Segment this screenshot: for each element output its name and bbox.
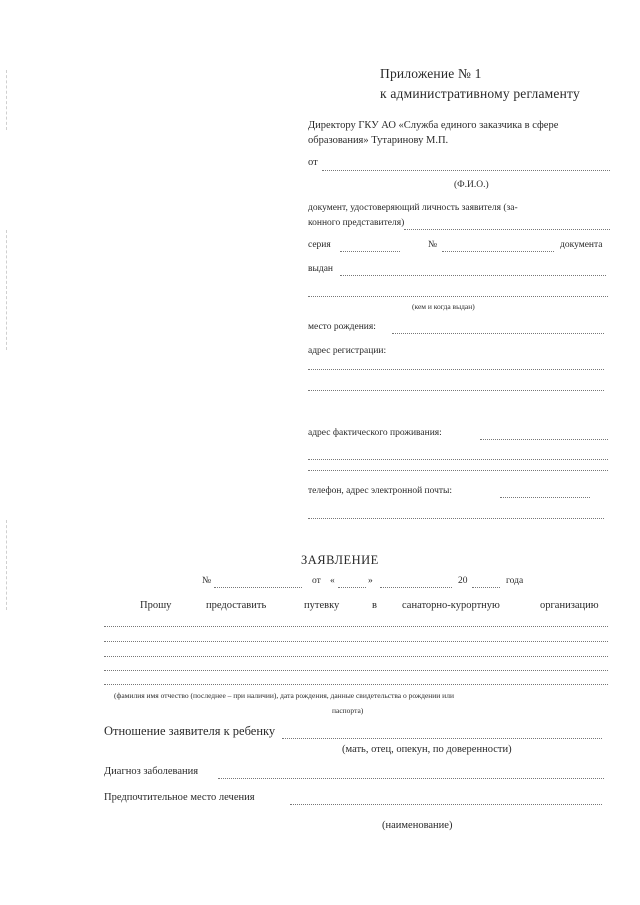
request-word: в — [372, 600, 377, 611]
actual-address-label: адрес фактического проживания: — [308, 428, 442, 438]
contact-field-2[interactable] — [308, 518, 604, 519]
child-details-field-5[interactable] — [104, 684, 608, 685]
registration-label: адрес регистрации: — [308, 346, 387, 356]
issued-by-field[interactable] — [340, 275, 606, 276]
birthplace-field[interactable] — [392, 333, 604, 334]
relation-label: Отношение заявителя к ребенку — [104, 724, 276, 738]
child-hint-line-1: (фамилия имя отчество (последнее – при наличии), дата рождения, данные свидетельства о рождении или — [114, 691, 454, 700]
birthplace-label: место рождения: — [308, 322, 376, 332]
request-word: Прошу — [140, 600, 172, 611]
actual-address-field-3[interactable] — [308, 470, 608, 471]
registration-field-2[interactable] — [308, 390, 604, 391]
statement-number-field[interactable] — [214, 587, 302, 588]
document-label: документа — [560, 240, 603, 250]
year-prefix: 20 — [458, 576, 468, 586]
quote-close: » — [368, 576, 373, 586]
request-word: предоставить — [206, 600, 267, 611]
from-name-field[interactable] — [322, 170, 610, 171]
from-hint: (Ф.И.О.) — [454, 180, 489, 190]
scan-edge-mark — [6, 230, 7, 350]
statement-number-sign: № — [202, 576, 212, 586]
relation-field[interactable] — [282, 738, 602, 739]
statement-title: ЗАЯВЛЕНИЕ — [301, 553, 379, 567]
document-line-1: документ, удостоверяющий личность заявителя (за- — [308, 203, 518, 213]
quote-open: « — [330, 576, 335, 586]
diagnosis-field[interactable] — [218, 778, 604, 779]
relation-hint: (мать, отец, опекун, по доверенности) — [342, 744, 512, 755]
appendix-title: Приложение № 1 — [380, 66, 482, 81]
actual-address-field-2[interactable] — [308, 459, 608, 460]
from-label: от — [308, 157, 318, 168]
child-details-field-2[interactable] — [104, 641, 608, 642]
month-field[interactable] — [380, 587, 452, 588]
document-line-2: конного представителя) — [308, 218, 405, 228]
request-word: организацию — [540, 600, 599, 611]
document-number-field[interactable] — [442, 251, 554, 252]
year-field[interactable] — [472, 587, 500, 588]
child-details-field-1[interactable] — [104, 626, 608, 627]
addressee-line-2: образования» Тутаринову М.П. — [308, 135, 449, 146]
year-word: года — [506, 576, 524, 586]
document-type-field[interactable] — [404, 229, 610, 230]
issued-label: выдан — [308, 264, 334, 274]
diagnosis-label: Диагноз заболевания — [104, 766, 199, 777]
actual-address-field-1[interactable] — [480, 439, 608, 440]
request-word: санаторно-курортную — [402, 600, 500, 611]
issued-hint: (кем и когда выдан) — [412, 302, 475, 311]
scan-edge-mark — [6, 70, 7, 130]
preferred-place-hint: (наименование) — [382, 820, 453, 831]
series-label: серия — [308, 240, 331, 250]
contact-field-1[interactable] — [500, 497, 590, 498]
addressee-line-1: Директору ГКУ АО «Служба единого заказчика в сфере — [308, 120, 559, 131]
child-details-field-3[interactable] — [104, 656, 608, 657]
number-label: № — [428, 240, 438, 250]
request-word: путевку — [304, 600, 340, 611]
day-field[interactable] — [338, 587, 366, 588]
registration-field-1[interactable] — [308, 369, 604, 370]
statement-from-word: от — [312, 576, 321, 586]
preferred-place-label: Предпочтительное место лечения — [104, 792, 255, 803]
child-hint-line-2: паспорта) — [332, 706, 364, 715]
preferred-place-field[interactable] — [290, 804, 602, 805]
scan-edge-mark — [6, 520, 7, 610]
child-details-field-4[interactable] — [104, 670, 608, 671]
appendix-subtitle: к административному регламенту — [380, 86, 580, 101]
series-field[interactable] — [340, 251, 400, 252]
issued-by-field-2[interactable] — [308, 296, 608, 297]
contact-label: телефон, адрес электронной почты: — [308, 486, 453, 496]
